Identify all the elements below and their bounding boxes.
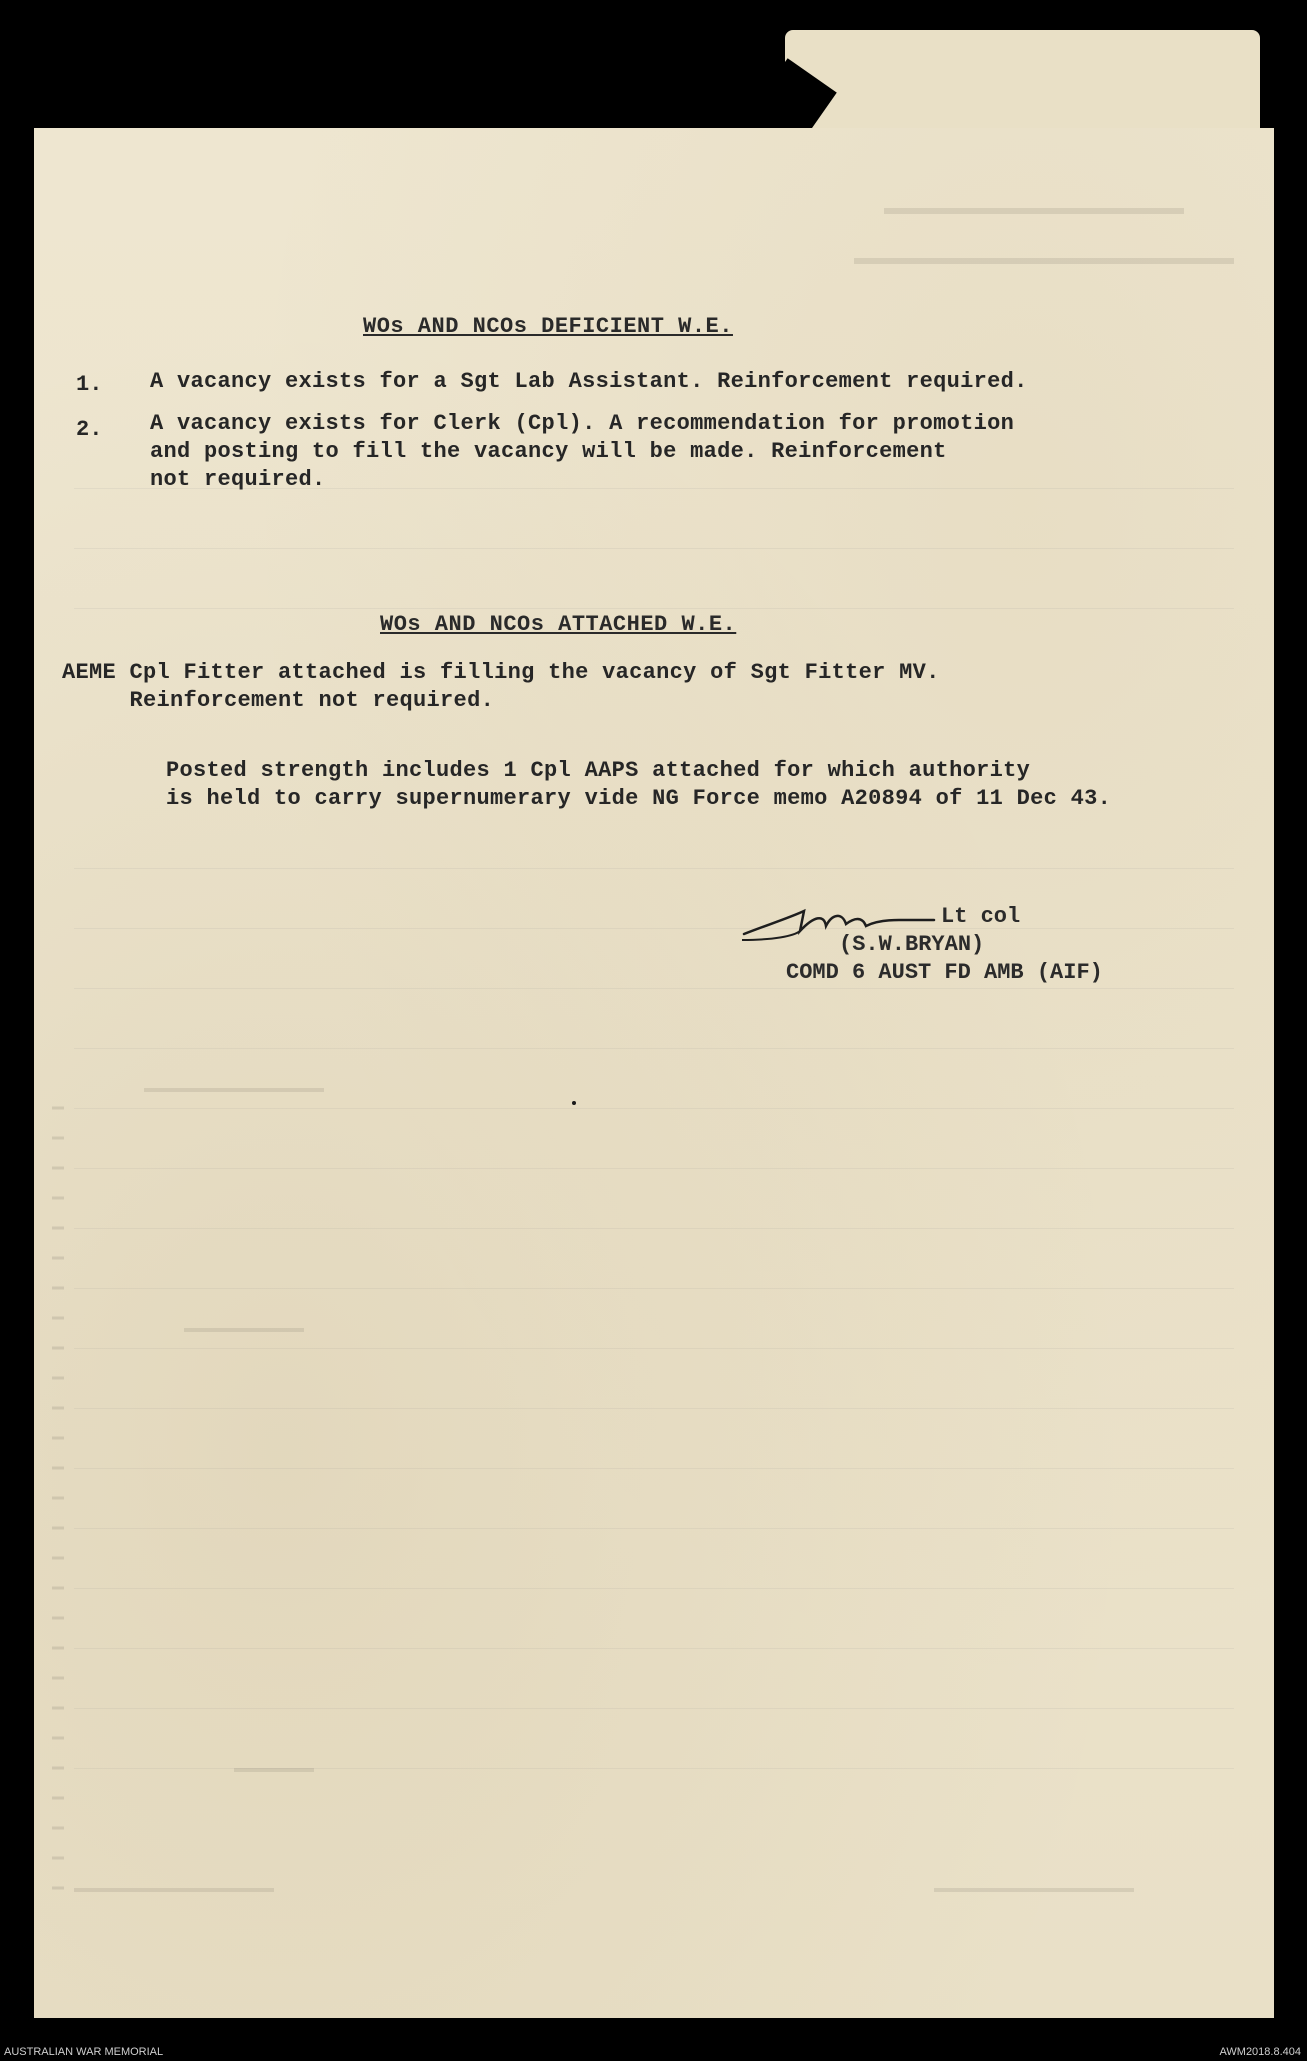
footer-archive-name: AUSTRALIAN WAR MEMORIAL (4, 2046, 164, 2058)
footer-accession-number: AWM2018.8.404 (1219, 2046, 1301, 2058)
signatory-rank: Lt col (941, 904, 1021, 929)
item-text: A vacancy exists for a Sgt Lab Assistant. Reinforcement required. (150, 369, 1028, 394)
signatory-name: (S.W.BRYAN) (839, 932, 985, 957)
document-page (34, 128, 1274, 2018)
section-heading-deficient: WOs AND NCOs DEFICIENT W.E. (363, 314, 733, 339)
signatory-title: COMD 6 AUST FD AMB (AIF) (786, 960, 1103, 985)
item-number: 2. (76, 417, 103, 442)
item-text: A vacancy exists for Clerk (Cpl). A recommendation for promotion and posting to fill the vacancy will be made. Reinforcement not required. (150, 411, 1015, 492)
section-heading-attached: WOs AND NCOs ATTACHED W.E. (380, 612, 737, 637)
attached-paragraph: AEME Cpl Fitter attached is filling the vacancy of Sgt Fitter MV. Reinforcement not required. (62, 660, 940, 713)
item-number: 1. (76, 372, 103, 397)
posted-strength-paragraph: Posted strength includes 1 Cpl AAPS attached for which authority is held to carry supernumerary vide NG Force memo A20894 of 11 Dec 43. (166, 758, 1112, 811)
paper-top-tab (785, 30, 1260, 140)
